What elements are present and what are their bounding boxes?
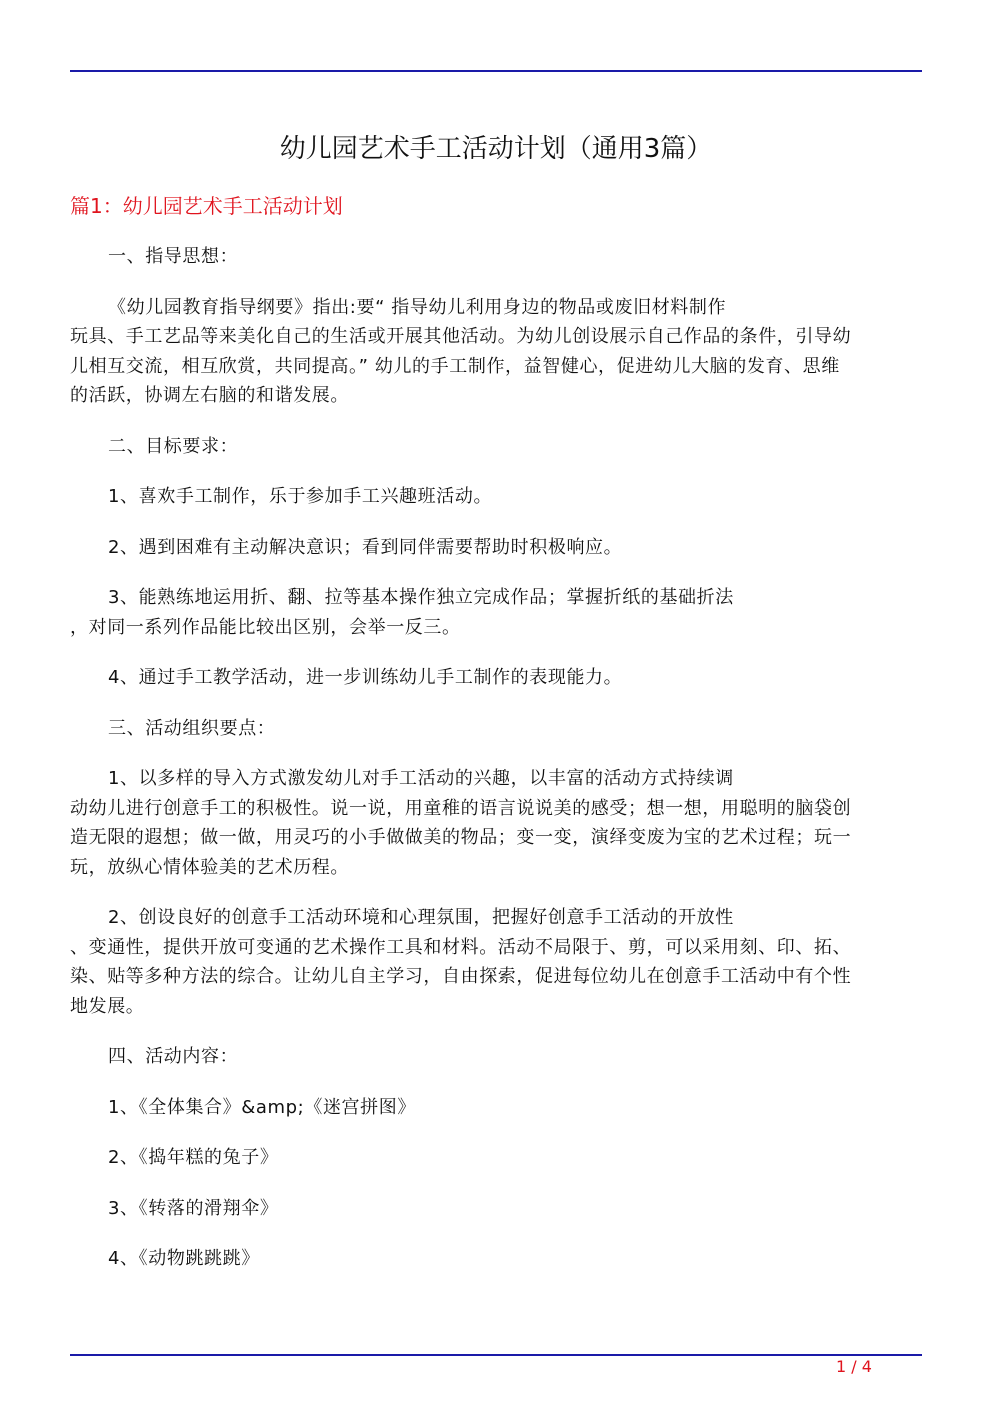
text-line: 玩，放纵心情体验美的艺术历程。 <box>70 856 349 878</box>
header-rule <box>70 70 922 72</box>
text-line: 染、贴等多种方法的综合。让幼儿自主学习，自由探索，促进每位幼儿在创意手工活动中有个性 <box>70 966 852 987</box>
text-line: 地发展。 <box>70 995 145 1017</box>
text-line: 三、活动组织要点： <box>108 717 276 739</box>
text-line: 造无限的遐想；做一做，用灵巧的小手做做美的物品；变一变，演绎变废为宝的艺术过程；玩一 <box>70 827 852 848</box>
paragraph <box>70 1093 920 1123</box>
text-line: 1、以多样的导入方式激发幼儿对手工活动的兴趣，以丰富的活动方式持续调 <box>108 768 734 789</box>
document-body <box>70 242 920 1295</box>
text-line: 1、《全体集合》&amp;《迷宫拼图》 <box>108 1096 416 1118</box>
text-line: 4、《动物跳跳跳》 <box>108 1248 260 1269</box>
text-line: 2、遇到困难有主动解决意识；看到同伴需要帮助时积极响应。 <box>108 536 623 558</box>
text-line: 一、指导思想： <box>108 246 239 267</box>
paragraph <box>70 583 920 642</box>
paragraph <box>70 903 920 1021</box>
text-line: 的活跃，协调左右脑的和谐发展。 <box>70 385 349 406</box>
text-line: 儿相互交流，相互欣赏，共同提高。” 幼儿的手工制作，益智健心，促进幼儿大脑的发育、思维 <box>70 355 840 377</box>
paragraph <box>70 764 920 882</box>
footer-rule <box>70 1354 922 1356</box>
text-line: 1、喜欢手工制作，乐于参加手工兴趣班活动。 <box>108 486 493 507</box>
text-line: 玩具、手工艺品等来美化自己的生活或开展其他活动。为幼儿创设展示自己作品的条件，引导幼 <box>70 326 852 347</box>
paragraph <box>70 482 920 512</box>
paragraph <box>70 1143 920 1173</box>
text-line: 四、活动内容： <box>108 1046 239 1067</box>
paragraph <box>70 432 920 462</box>
paragraph <box>70 1042 920 1072</box>
text-line: 2、创设良好的创意手工活动环境和心理氛围，把握好创意手工活动的开放性 <box>108 907 734 928</box>
text-line: ，对同一系列作品能比较出区别，会举一反三。 <box>70 616 461 638</box>
text-line: 3、《转落的滑翔伞》 <box>108 1197 279 1219</box>
text-line: 《幼儿园教育指导纲要》指出:要“ 指导幼儿利用身边的物品或废旧材料制作 <box>108 296 727 318</box>
paragraph <box>70 533 920 563</box>
text-line: 动幼儿进行创意手工的积极性。说一说，用童稚的语言说说美的感受；想一想，用聪明的脑袋创 <box>70 797 852 819</box>
paragraph <box>70 1194 920 1224</box>
paragraph <box>70 242 920 272</box>
text-line: 2、《捣年糕的兔子》 <box>108 1147 279 1168</box>
paragraph <box>70 714 920 744</box>
text-line: 、变通性，提供开放可变通的艺术操作工具和材料。活动不局限于、剪，可以采用刻、印、拓、 <box>70 936 852 958</box>
text-line: 3、能熟练地运用折、翻、拉等基本操作独立完成作品；掌握折纸的基础折法 <box>108 587 734 608</box>
paragraph <box>70 293 920 411</box>
page-number: 1 / 4 <box>836 1357 872 1376</box>
section-heading: 篇1：幼儿园艺术手工活动计划 <box>70 194 343 218</box>
paragraph <box>70 1244 920 1274</box>
paragraph <box>70 663 920 693</box>
text-line: 二、目标要求： <box>108 435 239 457</box>
text-line: 4、通过手工教学活动，进一步训练幼儿手工制作的表现能力。 <box>108 667 623 688</box>
document-title: 幼儿园艺术手工活动计划（通用3篇） <box>279 134 713 164</box>
